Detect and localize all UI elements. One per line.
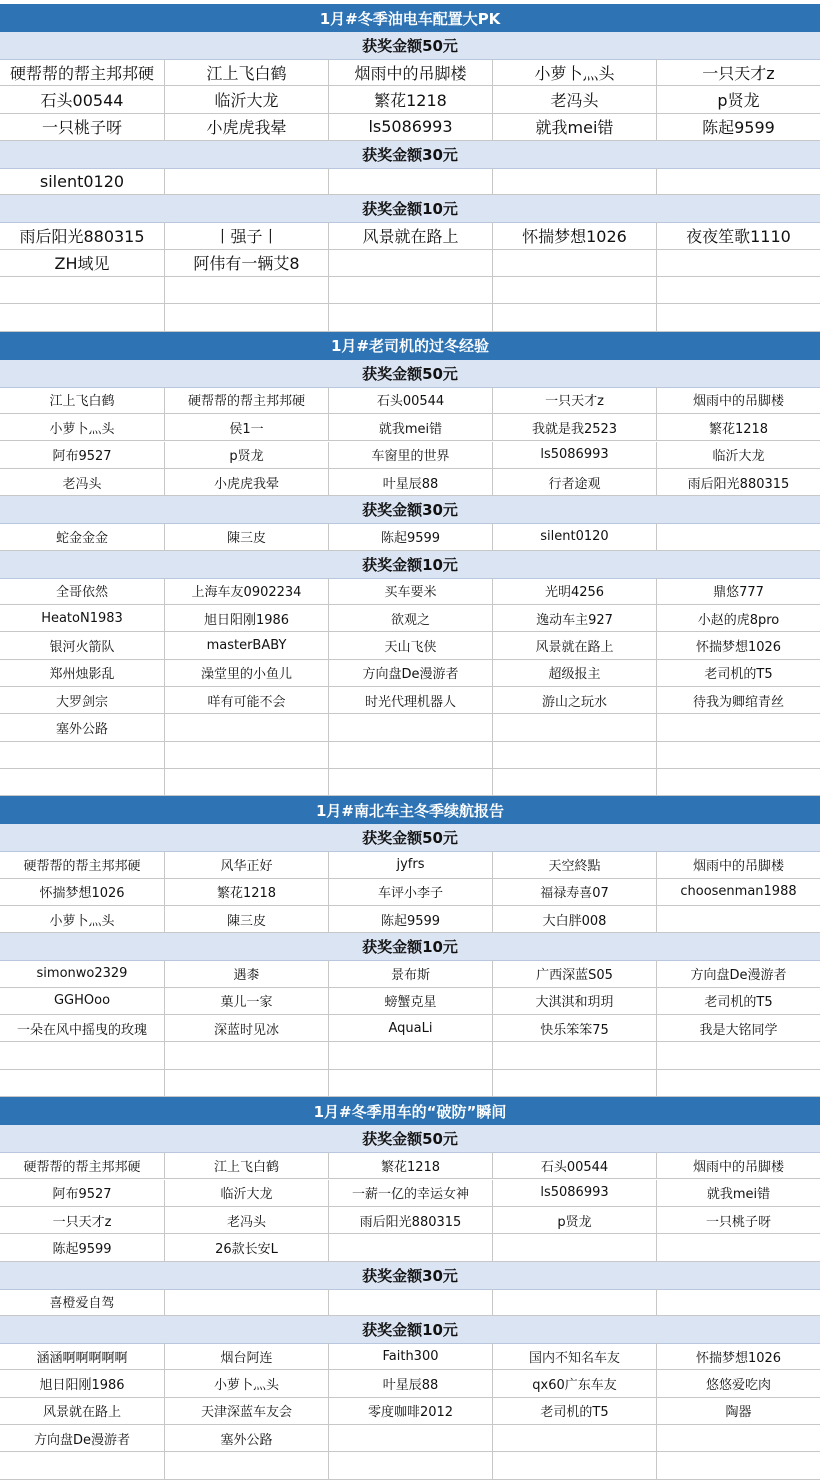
winner-cell: 塞外公路 <box>0 714 165 741</box>
winner-cell <box>493 742 657 769</box>
winner-cell: HeatoN1983 <box>0 605 165 632</box>
winner-cell <box>0 1452 165 1479</box>
winner-cell <box>329 1042 493 1069</box>
winner-cell: 就我mei错 <box>657 1180 820 1207</box>
winner-cell: 风景就在路上 <box>329 222 493 249</box>
winner-cell <box>493 769 657 796</box>
winner-cell: 叶星辰88 <box>329 469 493 496</box>
winner-cell: 一只天才z <box>493 387 657 414</box>
winner-cell: 雨后阳光880315 <box>657 469 820 496</box>
winner-cell: 天空終點 <box>493 851 657 878</box>
winner-cell: 全哥依然 <box>0 578 165 605</box>
winner-cell <box>657 523 820 550</box>
table-row <box>0 1452 820 1479</box>
winner-cell: 一朵在风中摇曳的玫瑰 <box>0 1015 165 1042</box>
winner-cell: 喜橙爱自驾 <box>0 1289 165 1316</box>
winner-cell <box>329 304 493 331</box>
winner-cell <box>493 1289 657 1316</box>
winner-cell: ls5086993 <box>493 442 657 469</box>
winner-cell: 深蓝时见冰 <box>165 1015 329 1042</box>
winner-cell <box>329 277 493 304</box>
table-row <box>0 605 820 632</box>
winner-cell: simonwo2329 <box>0 960 165 987</box>
section-title: 1月#南北车主冬季续航报告 <box>0 796 820 825</box>
winner-cell: 待我为卿绾青丝 <box>657 687 820 714</box>
winner-cell: 大白胖008 <box>493 906 657 933</box>
winner-cell: 怀揣梦想1026 <box>493 222 657 249</box>
winner-cell: 涵涵啊啊啊啊啊 <box>0 1343 165 1370</box>
table-row <box>0 222 820 249</box>
winner-cell: 一只天才z <box>0 1207 165 1234</box>
winner-cell: 行者途观 <box>493 469 657 496</box>
winner-cell <box>0 1070 165 1097</box>
winner-cell <box>165 1070 329 1097</box>
table-row <box>0 168 820 195</box>
winner-cell: 小萝卜灬头 <box>493 59 657 86</box>
winner-cell: 一只桃子呀 <box>657 1207 820 1234</box>
table-row <box>0 742 820 769</box>
winner-cell: Faith300 <box>329 1343 493 1370</box>
prize-tier-header: 获奖金额10元 <box>0 551 820 579</box>
winner-cell: 阿布9527 <box>0 1180 165 1207</box>
winner-cell: 老冯头 <box>165 1207 329 1234</box>
winner-cell: 超级报主 <box>493 660 657 687</box>
winner-cell: 一只桃子呀 <box>0 114 165 141</box>
table-row <box>0 1370 820 1397</box>
winner-cell: 陈起9599 <box>0 1234 165 1261</box>
winner-cell: 侯1一 <box>165 414 329 441</box>
prize-tier-header: 获奖金额30元 <box>0 141 820 169</box>
prize-tier-header: 获奖金额10元 <box>0 1316 820 1344</box>
table-row <box>0 1207 820 1234</box>
winner-cell: 烟雨中的吊脚楼 <box>657 851 820 878</box>
winner-cell: 菓儿一家 <box>165 988 329 1015</box>
winner-cell <box>329 714 493 741</box>
winner-cell <box>329 1234 493 1261</box>
winner-cell: 螃蟹克星 <box>329 988 493 1015</box>
winner-cell: 澡堂里的小鱼儿 <box>165 660 329 687</box>
winner-cell: 阿伟有一辆艾8 <box>165 250 329 277</box>
winner-cell <box>493 1452 657 1479</box>
winner-cell: 江上飞白鹤 <box>165 59 329 86</box>
winner-cell: 咩有可能不会 <box>165 687 329 714</box>
winner-cell: p贤龙 <box>493 1207 657 1234</box>
winner-cell: 国内不知名车友 <box>493 1343 657 1370</box>
winner-cell: 塞外公路 <box>165 1425 329 1452</box>
winner-cell: 旭日阳刚1986 <box>165 605 329 632</box>
winner-cell: 大淇淇和玥玥 <box>493 988 657 1015</box>
winner-cell <box>329 168 493 195</box>
winner-cell: 雨后阳光880315 <box>0 222 165 249</box>
winner-cell <box>165 1289 329 1316</box>
table-row <box>0 714 820 741</box>
winner-cell: 方向盘De漫游者 <box>0 1425 165 1452</box>
winner-cell: 郑州烛影乱 <box>0 660 165 687</box>
winner-cell <box>657 1289 820 1316</box>
winner-cell: 夜夜笙歌1110 <box>657 222 820 249</box>
prize-tier-header: 获奖金额50元 <box>0 1125 820 1153</box>
winner-cell <box>0 742 165 769</box>
winner-cell: 风景就在路上 <box>0 1398 165 1425</box>
table-row <box>0 1234 820 1261</box>
winner-cell <box>165 1452 329 1479</box>
winner-cell <box>493 1425 657 1452</box>
winner-cell <box>329 769 493 796</box>
winner-cell: 我就是我2523 <box>493 414 657 441</box>
table-row <box>0 387 820 414</box>
winner-cell: 怀揣梦想1026 <box>657 632 820 659</box>
winner-cell: 烟台阿连 <box>165 1343 329 1370</box>
winner-cell: 硬帮帮的帮主邦邦硬 <box>165 387 329 414</box>
winner-cell: 阿布9527 <box>0 442 165 469</box>
winner-cell: 风华正好 <box>165 851 329 878</box>
winner-cell: 景布斯 <box>329 960 493 987</box>
winner-cell: 老司机的T5 <box>657 660 820 687</box>
table-row <box>0 86 820 113</box>
winner-cell: 天津深蓝车友会 <box>165 1398 329 1425</box>
winner-cell: 一薪一亿的幸运女神 <box>329 1180 493 1207</box>
winner-cell: 繁花1218 <box>329 1152 493 1179</box>
winner-cell: 丨强子丨 <box>165 222 329 249</box>
prize-tier-header: 获奖金额10元 <box>0 933 820 961</box>
winner-cell: masterBABY <box>165 632 329 659</box>
table-row <box>0 906 820 933</box>
winner-cell: 悠悠爱吃肉 <box>657 1370 820 1397</box>
winner-cell: 怀揣梦想1026 <box>0 879 165 906</box>
winner-cell: 逸动车主927 <box>493 605 657 632</box>
winner-cell: 临沂大龙 <box>657 442 820 469</box>
table-row <box>0 277 820 304</box>
winner-cell: 买车要米 <box>329 578 493 605</box>
winner-cell: 车窗里的世界 <box>329 442 493 469</box>
winner-cell <box>329 1425 493 1452</box>
table-row <box>0 469 820 496</box>
table-row <box>0 523 820 550</box>
winner-cell: 老冯头 <box>0 469 165 496</box>
winner-cell: 硬帮帮的帮主邦邦硬 <box>0 59 165 86</box>
winner-cell: 福禄寿喜07 <box>493 879 657 906</box>
winner-cell <box>165 769 329 796</box>
section-title: 1月#老司机的过冬经验 <box>0 332 820 361</box>
winner-cell <box>657 906 820 933</box>
winner-cell: 小萝卜灬头 <box>0 906 165 933</box>
winner-cell: 叶星辰88 <box>329 1370 493 1397</box>
table-row <box>0 59 820 86</box>
table-row <box>0 988 820 1015</box>
winner-cell: AquaLi <box>329 1015 493 1042</box>
prize-tier-header: 获奖金额30元 <box>0 1262 820 1290</box>
winner-cell: 我是大铭同学 <box>657 1015 820 1042</box>
winner-cell <box>657 250 820 277</box>
prize-tier-header: 获奖金额50元 <box>0 32 820 60</box>
winner-cell: GGHOoo <box>0 988 165 1015</box>
winner-cell: ZH域见 <box>0 250 165 277</box>
table-row <box>0 960 820 987</box>
winner-cell: 一只天才z <box>657 59 820 86</box>
winner-cell: silent0120 <box>493 523 657 550</box>
table-row <box>0 1015 820 1042</box>
winner-cell: 陈起9599 <box>657 114 820 141</box>
winner-cell <box>165 714 329 741</box>
winner-cell <box>165 1042 329 1069</box>
table-row <box>0 414 820 441</box>
winner-cell <box>493 1234 657 1261</box>
winner-cell: 小萝卜灬头 <box>165 1370 329 1397</box>
winner-cell: 雨后阳光880315 <box>329 1207 493 1234</box>
winner-cell: 方向盘De漫游者 <box>329 660 493 687</box>
winner-cell <box>165 168 329 195</box>
winner-cell: 江上飞白鹤 <box>165 1152 329 1179</box>
winner-cell: 陳三皮 <box>165 906 329 933</box>
winner-cell: 老冯头 <box>493 86 657 113</box>
winner-cell <box>165 277 329 304</box>
table-row <box>0 769 820 796</box>
table-row <box>0 1180 820 1207</box>
winner-cell: 欲观之 <box>329 605 493 632</box>
table-row <box>0 1152 820 1179</box>
table-row <box>0 442 820 469</box>
winner-cell: 陈起9599 <box>329 523 493 550</box>
winner-cell <box>165 742 329 769</box>
winner-cell <box>657 1042 820 1069</box>
winner-cell <box>657 277 820 304</box>
winner-cell: 大罗剑宗 <box>0 687 165 714</box>
winner-cell <box>657 714 820 741</box>
winner-cell <box>657 1070 820 1097</box>
winner-cell: 广西深蓝S05 <box>493 960 657 987</box>
winner-cell: 游山之玩水 <box>493 687 657 714</box>
winner-cell <box>493 714 657 741</box>
table-row <box>0 1042 820 1069</box>
winner-cell: 老司机的T5 <box>493 1398 657 1425</box>
winner-cell: 陳三皮 <box>165 523 329 550</box>
table-row <box>0 250 820 277</box>
winner-cell: 26款长安L <box>165 1234 329 1261</box>
table-row <box>0 687 820 714</box>
winner-cell: 硬帮帮的帮主邦邦硬 <box>0 851 165 878</box>
winner-cell <box>493 1042 657 1069</box>
table-row <box>0 304 820 331</box>
section-title: 1月#冬季用车的“破防”瞬间 <box>0 1097 820 1126</box>
winner-cell <box>657 1452 820 1479</box>
table-row <box>0 114 820 141</box>
winner-cell: 车评小李子 <box>329 879 493 906</box>
winner-cell <box>0 1042 165 1069</box>
winner-cell: qx60广东车友 <box>493 1370 657 1397</box>
winner-cell <box>657 1234 820 1261</box>
winner-cell: 石头00544 <box>0 86 165 113</box>
table-row <box>0 879 820 906</box>
winner-cell: 江上飞白鹤 <box>0 387 165 414</box>
winner-cell: 蛇金金金 <box>0 523 165 550</box>
winner-cell <box>657 769 820 796</box>
winner-cell: 银河火箭队 <box>0 632 165 659</box>
table-row <box>0 1343 820 1370</box>
winner-cell: 小赵的虎8pro <box>657 605 820 632</box>
winner-cell <box>329 1070 493 1097</box>
winner-cell: 鼎悠777 <box>657 578 820 605</box>
table-row <box>0 1289 820 1316</box>
winner-cell <box>329 1452 493 1479</box>
winner-cell <box>657 1425 820 1452</box>
winner-cell: 零度咖啡2012 <box>329 1398 493 1425</box>
winner-cell <box>493 250 657 277</box>
prize-tier-header: 获奖金额50元 <box>0 360 820 388</box>
winner-cell: 小萝卜灬头 <box>0 414 165 441</box>
winner-cell <box>165 304 329 331</box>
winner-cell <box>493 304 657 331</box>
winner-cell: 时光代理机器人 <box>329 687 493 714</box>
winner-cell: 临沂大龙 <box>165 86 329 113</box>
prize-tier-header: 获奖金额30元 <box>0 496 820 524</box>
winner-cell: 怀揣梦想1026 <box>657 1343 820 1370</box>
table-row <box>0 660 820 687</box>
winner-cell: choosenman1988 <box>657 879 820 906</box>
winner-cell: 繁花1218 <box>165 879 329 906</box>
winner-cell: 方向盘De漫游者 <box>657 960 820 987</box>
winner-cell <box>329 742 493 769</box>
table-row <box>0 1070 820 1097</box>
winner-cell: ls5086993 <box>329 114 493 141</box>
winner-cell: p贤龙 <box>165 442 329 469</box>
winner-cell: 小虎虎我晕 <box>165 114 329 141</box>
winner-cell: 石头00544 <box>493 1152 657 1179</box>
winner-cell <box>493 168 657 195</box>
table-row <box>0 851 820 878</box>
winner-cell: 繁花1218 <box>329 86 493 113</box>
winner-cell: ls5086993 <box>493 1180 657 1207</box>
winner-cell: 繁花1218 <box>657 414 820 441</box>
winner-cell: 小虎虎我晕 <box>165 469 329 496</box>
winner-cell: 旭日阳刚1986 <box>0 1370 165 1397</box>
winner-cell: p贤龙 <box>657 86 820 113</box>
winner-cell <box>493 1070 657 1097</box>
table-row <box>0 1425 820 1452</box>
winner-cell: 上海车友0902234 <box>165 578 329 605</box>
winner-cell <box>493 277 657 304</box>
winner-cell: 陶器 <box>657 1398 820 1425</box>
table-row <box>0 632 820 659</box>
winner-cell: 烟雨中的吊脚楼 <box>329 59 493 86</box>
winner-cell: 硬帮帮的帮主邦邦硬 <box>0 1152 165 1179</box>
winner-cell: 老司机的T5 <box>657 988 820 1015</box>
winner-cell <box>657 168 820 195</box>
winner-cell: 就我mei错 <box>493 114 657 141</box>
winner-cell: jyfrs <box>329 851 493 878</box>
winner-cell: 遇桼 <box>165 960 329 987</box>
winner-cell <box>657 304 820 331</box>
winner-cell: silent0120 <box>0 168 165 195</box>
table-row <box>0 578 820 605</box>
winner-cell: 光明4256 <box>493 578 657 605</box>
prize-tier-header: 获奖金额50元 <box>0 824 820 852</box>
winner-cell <box>329 1289 493 1316</box>
winner-cell <box>657 742 820 769</box>
winner-cell <box>0 277 165 304</box>
winner-cell: 天山飞侠 <box>329 632 493 659</box>
winner-cell: 就我mei错 <box>329 414 493 441</box>
prize-tier-header: 获奖金额10元 <box>0 195 820 223</box>
winner-cell: 临沂大龙 <box>165 1180 329 1207</box>
winner-cell: 烟雨中的吊脚楼 <box>657 387 820 414</box>
winner-cell <box>0 769 165 796</box>
table-row <box>0 1398 820 1425</box>
section-title: 1月#冬季油电车配置大PK <box>0 4 820 33</box>
winner-cell <box>0 304 165 331</box>
winner-cell: 风景就在路上 <box>493 632 657 659</box>
winner-cell: 快乐笨笨75 <box>493 1015 657 1042</box>
winner-cell: 陈起9599 <box>329 906 493 933</box>
winner-cell: 烟雨中的吊脚楼 <box>657 1152 820 1179</box>
winner-cell: 石头00544 <box>329 387 493 414</box>
winner-cell <box>329 250 493 277</box>
